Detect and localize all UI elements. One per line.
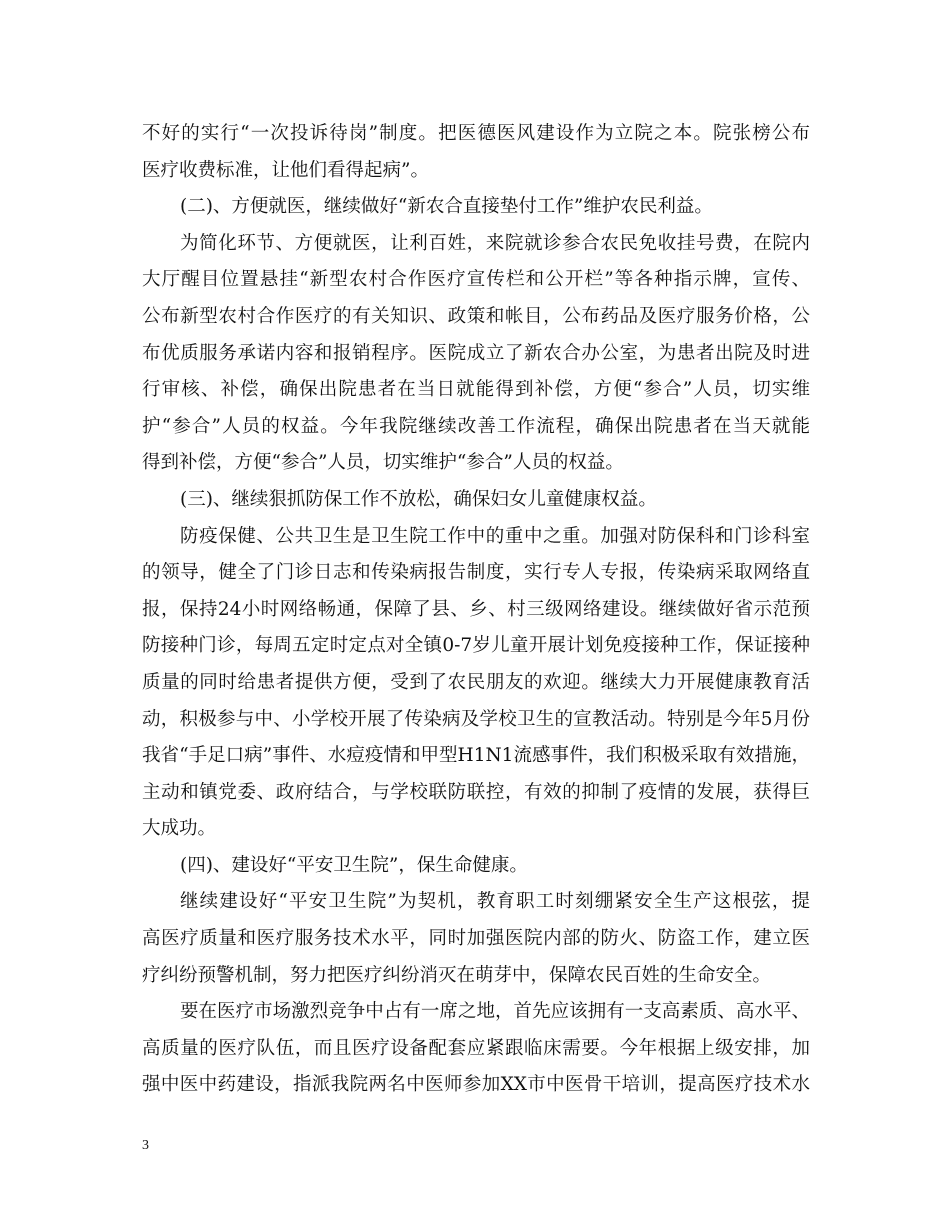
text-line: 不好的实行“一次投诉待岗”制度。把医德医风建设作为立院之本。院张榜公布: [142, 123, 810, 144]
text-line: (二)、方便就医，继续做好“新农合直接垫付工作”维护农民利益。: [180, 196, 713, 218]
text-line: 高医疗质量和医疗服务技术水平，同时加强医院内部的防火、防盗工作，建立医: [142, 928, 810, 950]
paragraph-section-2: [142, 226, 810, 482]
text-line: 的领导，健全了门诊日志和传染病报告制度，实行专人专报，传染病采取网络直: [142, 562, 810, 584]
paragraph-section-4: [142, 884, 810, 994]
paragraph-medical-team: [142, 994, 810, 1104]
text-line: 报，保持24小时网络畅通，保障了县、乡、村三级网络建设。继续做好省示范预: [142, 598, 810, 620]
paragraph-section-3: [142, 519, 810, 848]
text-line: 防接种门诊，每周五定时定点对全镇0-7岁儿童开展计划免疫接种工作，保证接种: [142, 635, 810, 657]
section-heading-3: [142, 482, 810, 519]
text-line: 医疗收费标准，让他们看得起病”。: [142, 159, 429, 181]
section-heading-4: [142, 848, 810, 885]
text-line: 动，积极参与中、小学校开展了传染病及学校卫生的宣教活动。特别是今年5月份: [142, 708, 810, 730]
text-line: 大成功。: [142, 818, 217, 840]
text-line: 得到补偿，方便“参合”人员，切实维护“参合”人员的权益。: [142, 452, 624, 474]
text-line: 疗纠纷预警机制，努力把医疗纠纷消灭在萌芽中，保障农民百姓的生命安全。: [142, 964, 772, 986]
text-line: 主动和镇党委、政府结合，与学校联防联控，有效的抑制了疫情的发展，获得巨: [142, 781, 810, 803]
text-line: 大厅醒目位置悬挂“新型农村合作医疗宣传栏和公开栏”等各种指示牌，宣传、: [142, 269, 810, 291]
paragraph-continuation: [142, 116, 810, 189]
text-line: 公布新型农村合作医疗的有关知识、政策和帐目，公布药品及医疗服务价格，公: [142, 305, 810, 327]
text-line: 强中医中药建设，指派我院两名中医师参加XX市中医骨干培训，提高医疗技术水: [142, 1074, 810, 1096]
text-line: 为简化环节、方便就医，让利百姓，来院就诊参合农民免收挂号费，在院内: [180, 232, 810, 254]
text-line: (三)、继续狠抓防保工作不放松，确保妇女儿童健康权益。: [180, 488, 657, 510]
section-heading-2: [142, 189, 810, 226]
text-line: 高质量的医疗队伍，而且医疗设备配套应紧跟临床需要。今年根据上级安排，加: [142, 1037, 810, 1059]
text-line: 我省“手足口病”事件、水痘疫情和甲型H1N1流感事件，我们积极采取有效措施，: [142, 745, 810, 767]
text-line: (四)、建设好“平安卫生院”，保生命健康。: [180, 854, 528, 876]
document-body: [142, 116, 810, 1104]
text-line: 继续建设好“平安卫生院”为契机，教育职工时刻绷紧安全生产这根弦，提: [180, 891, 810, 913]
text-line: 质量的同时给患者提供方便，受到了农民朋友的欢迎。继续大力开展健康教育活: [142, 671, 810, 693]
text-line: 布优质服务承诺内容和报销程序。医院成立了新农合办公室，为患者出院及时进: [142, 342, 810, 364]
text-line: 护“参合”人员的权益。今年我院继续改善工作流程，确保出院患者在当天就能: [142, 415, 810, 437]
text-line: 要在医疗市场激烈竞争中占有一席之地，首先应该拥有一支高素质、高水平、: [180, 1001, 810, 1023]
text-line: 行审核、补偿，确保出院患者在当日就能得到补偿，方便“参合”人员，切实维: [142, 379, 810, 401]
text-line: 防疫保健、公共卫生是卫生院工作中的重中之重。加强对防保科和门诊科室: [180, 525, 810, 547]
page-number: 3: [142, 1138, 149, 1153]
